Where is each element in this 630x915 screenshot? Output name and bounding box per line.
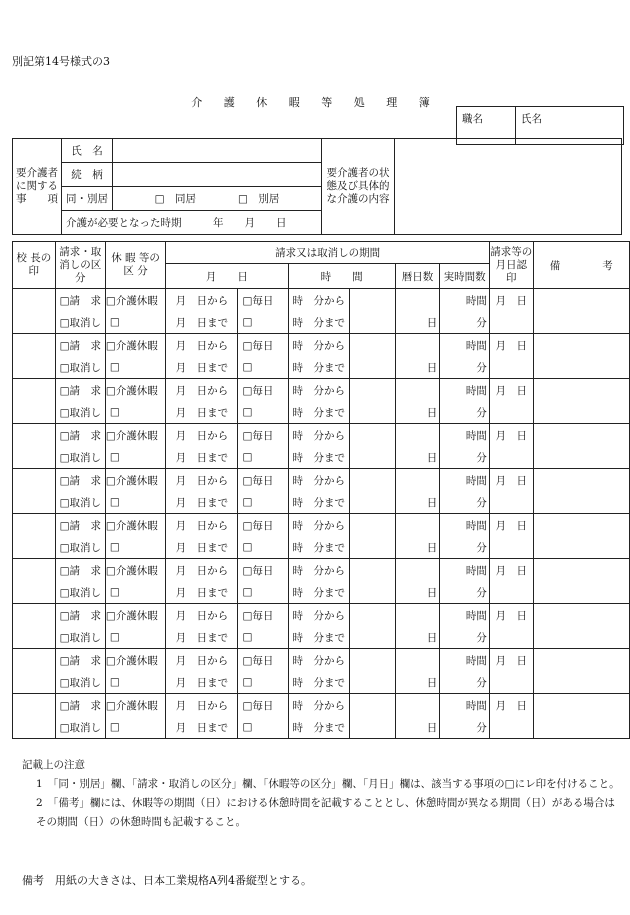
- relation-label: 続 柄: [62, 163, 113, 187]
- time-extra-cell-2[interactable]: [349, 671, 395, 694]
- calendar-days-cell[interactable]: [395, 289, 440, 312]
- time-extra-cell[interactable]: [349, 379, 395, 402]
- header-period: 請求又は取消しの期間: [166, 242, 490, 264]
- daily-checkbox-2[interactable]: □: [238, 446, 288, 469]
- minutes-cell[interactable]: 分: [440, 446, 490, 469]
- from-time-cell[interactable]: 時 分から: [288, 559, 349, 582]
- approval-date-cell[interactable]: 月 日: [489, 424, 533, 447]
- care-leave-checkbox[interactable]: □介護休暇: [105, 334, 165, 357]
- daily-checkbox-2[interactable]: □: [238, 626, 288, 649]
- cohab-option-together[interactable]: □ 同居: [154, 193, 196, 205]
- cancel-checkbox[interactable]: □取消し: [55, 581, 105, 604]
- other-leave-checkbox[interactable]: □: [105, 446, 165, 469]
- other-leave-checkbox[interactable]: □: [105, 311, 165, 334]
- approval-seal-cell[interactable]: [489, 356, 533, 379]
- time-extra-cell-2[interactable]: [349, 311, 395, 334]
- daily-checkbox-2[interactable]: □: [238, 671, 288, 694]
- record-row: [13, 604, 630, 627]
- minutes-cell[interactable]: 分: [440, 581, 490, 604]
- from-time-cell[interactable]: 時 分から: [288, 379, 349, 402]
- note-item-1: 1 「同・別居」欄、「請求・取消しの区分」欄、「休暇等の区分」欄、「月日」欄は、該当する事項の□にレ印を付けること。: [36, 778, 620, 790]
- to-date-cell[interactable]: 月 日まで: [166, 581, 238, 604]
- remarks-cell[interactable]: [533, 604, 629, 649]
- cancel-checkbox[interactable]: □取消し: [55, 626, 105, 649]
- approval-seal-cell[interactable]: [489, 671, 533, 694]
- principal-seal-cell[interactable]: [13, 694, 56, 739]
- calendar-days-cell[interactable]: [395, 334, 440, 357]
- remarks-cell[interactable]: [533, 649, 629, 694]
- record-row: [13, 334, 630, 357]
- from-time-cell[interactable]: 時 分から: [288, 469, 349, 492]
- from-time-cell[interactable]: 時 分から: [288, 334, 349, 357]
- from-date-cell[interactable]: 月 日から: [166, 694, 238, 717]
- daily-checkbox-2[interactable]: □: [238, 356, 288, 379]
- care-leave-checkbox[interactable]: □介護休暇: [105, 469, 165, 492]
- relation-field[interactable]: [113, 163, 322, 187]
- to-date-cell[interactable]: 月 日まで: [166, 716, 238, 739]
- header-request-type: 請求・取消しの区 分: [55, 242, 105, 289]
- to-date-cell[interactable]: 月 日まで: [166, 401, 238, 424]
- header-actual-hours: 実時間数: [440, 264, 490, 289]
- to-time-cell[interactable]: 時 分まで: [288, 626, 349, 649]
- document-title: 介 護 休 暇 等 処 理 簿: [191, 96, 439, 109]
- calendar-days-cell[interactable]: [395, 649, 440, 672]
- days-unit-cell[interactable]: 日: [395, 581, 440, 604]
- to-time-cell[interactable]: 時 分まで: [288, 311, 349, 334]
- days-unit-cell[interactable]: 日: [395, 446, 440, 469]
- to-time-cell[interactable]: 時 分まで: [288, 356, 349, 379]
- hours-cell[interactable]: 時間: [440, 604, 490, 627]
- days-unit-cell[interactable]: 日: [395, 311, 440, 334]
- principal-seal-cell[interactable]: [13, 334, 56, 379]
- remarks-cell[interactable]: [533, 514, 629, 559]
- minutes-cell[interactable]: 分: [440, 716, 490, 739]
- to-date-cell[interactable]: 月 日まで: [166, 311, 238, 334]
- record-row: [13, 379, 630, 402]
- time-extra-cell[interactable]: [349, 649, 395, 672]
- calendar-days-cell[interactable]: [395, 559, 440, 582]
- header-month-day: 月 日: [166, 264, 288, 289]
- care-recipient-section: [12, 138, 622, 235]
- daily-checkbox[interactable]: □毎日: [238, 604, 288, 627]
- name-field[interactable]: 氏名: [516, 107, 624, 145]
- time-extra-cell-2[interactable]: [349, 356, 395, 379]
- other-leave-checkbox[interactable]: □: [105, 401, 165, 424]
- time-extra-cell[interactable]: [349, 514, 395, 537]
- time-extra-cell[interactable]: [349, 424, 395, 447]
- approval-date-cell[interactable]: 月 日: [489, 289, 533, 312]
- request-checkbox[interactable]: □請 求: [55, 424, 105, 447]
- cancel-checkbox[interactable]: □取消し: [55, 536, 105, 559]
- leave-record-table: [12, 241, 630, 739]
- request-checkbox[interactable]: □請 求: [55, 379, 105, 402]
- header-remarks: 備 考: [533, 242, 629, 289]
- hours-cell[interactable]: 時間: [440, 424, 490, 447]
- time-extra-cell[interactable]: [349, 694, 395, 717]
- hours-cell[interactable]: 時間: [440, 289, 490, 312]
- other-leave-checkbox[interactable]: □: [105, 626, 165, 649]
- hours-cell[interactable]: 時間: [440, 379, 490, 402]
- daily-checkbox[interactable]: □毎日: [238, 469, 288, 492]
- minutes-cell[interactable]: 分: [440, 491, 490, 514]
- care-leave-checkbox[interactable]: □介護休暇: [105, 514, 165, 537]
- approval-seal-cell[interactable]: [489, 626, 533, 649]
- time-extra-cell-2[interactable]: [349, 536, 395, 559]
- request-checkbox[interactable]: □請 求: [55, 649, 105, 672]
- request-checkbox[interactable]: □請 求: [55, 514, 105, 537]
- record-row: [13, 424, 630, 447]
- notes-heading: 記載上の注意: [22, 759, 85, 771]
- remarks-cell[interactable]: [533, 694, 629, 739]
- approval-seal-cell[interactable]: [489, 536, 533, 559]
- time-extra-cell-2[interactable]: [349, 446, 395, 469]
- record-row: [13, 514, 630, 537]
- daily-checkbox[interactable]: □毎日: [238, 514, 288, 537]
- condition-label: 要介護者の状態及び具体的な介護の内容: [322, 139, 395, 235]
- cohab-option-separate[interactable]: □ 別居: [238, 193, 280, 205]
- to-date-cell[interactable]: 月 日まで: [166, 536, 238, 559]
- from-date-cell[interactable]: 月 日から: [166, 469, 238, 492]
- record-row: [13, 289, 630, 312]
- daily-checkbox[interactable]: □毎日: [238, 649, 288, 672]
- care-leave-checkbox[interactable]: □介護休暇: [105, 379, 165, 402]
- other-leave-checkbox[interactable]: □: [105, 536, 165, 559]
- calendar-days-cell[interactable]: [395, 424, 440, 447]
- remarks-cell[interactable]: [533, 469, 629, 514]
- time-extra-cell[interactable]: [349, 469, 395, 492]
- remarks-cell[interactable]: [533, 559, 629, 604]
- approval-date-cell[interactable]: 月 日: [489, 379, 533, 402]
- daily-checkbox-2[interactable]: □: [238, 716, 288, 739]
- hours-cell[interactable]: 時間: [440, 334, 490, 357]
- care-leave-checkbox[interactable]: □介護休暇: [105, 694, 165, 717]
- approval-date-cell[interactable]: 月 日: [489, 649, 533, 672]
- approval-date-cell[interactable]: 月 日: [489, 559, 533, 582]
- cohab-label: 同・別居: [62, 187, 113, 211]
- principal-seal-cell[interactable]: [13, 424, 56, 469]
- other-leave-checkbox[interactable]: □: [105, 671, 165, 694]
- approval-seal-cell[interactable]: [489, 401, 533, 424]
- paper-size-remark: 備考 用紙の大きさは、日本工業規格A列4番縦型とする。: [22, 874, 312, 887]
- time-extra-cell-2[interactable]: [349, 581, 395, 604]
- from-date-cell[interactable]: 月 日から: [166, 334, 238, 357]
- header-time: 時 間: [288, 264, 395, 289]
- to-date-cell[interactable]: 月 日まで: [166, 356, 238, 379]
- time-extra-cell[interactable]: [349, 604, 395, 627]
- days-unit-cell[interactable]: 日: [395, 716, 440, 739]
- to-time-cell[interactable]: 時 分まで: [288, 716, 349, 739]
- job-title-field[interactable]: 職名: [457, 107, 516, 145]
- from-time-cell[interactable]: 時 分から: [288, 604, 349, 627]
- minutes-cell[interactable]: 分: [440, 311, 490, 334]
- principal-seal-cell[interactable]: [13, 649, 56, 694]
- minutes-cell[interactable]: 分: [440, 356, 490, 379]
- care-recipient-group-label: 要介護者に関する事 項: [13, 139, 62, 235]
- calendar-days-cell[interactable]: [395, 514, 440, 537]
- daily-checkbox[interactable]: □毎日: [238, 559, 288, 582]
- remarks-cell[interactable]: [533, 424, 629, 469]
- days-unit-cell[interactable]: 日: [395, 491, 440, 514]
- record-row: [13, 694, 630, 717]
- daily-checkbox-2[interactable]: □: [238, 581, 288, 604]
- notes-section: [22, 756, 622, 832]
- header-calendar-days: 暦日数: [395, 264, 440, 289]
- header-approval-date: 請求等の月日認 印: [489, 242, 533, 289]
- approval-seal-cell[interactable]: [489, 446, 533, 469]
- record-row: [13, 649, 630, 672]
- days-unit-cell[interactable]: 日: [395, 536, 440, 559]
- hours-cell[interactable]: 時間: [440, 469, 490, 492]
- approval-seal-cell[interactable]: [489, 311, 533, 334]
- principal-seal-cell[interactable]: [13, 514, 56, 559]
- to-date-cell[interactable]: 月 日まで: [166, 626, 238, 649]
- days-unit-cell[interactable]: 日: [395, 401, 440, 424]
- header-leave-type: 休 暇 等の 区 分: [105, 242, 165, 289]
- calendar-days-cell[interactable]: [395, 469, 440, 492]
- approval-date-cell[interactable]: 月 日: [489, 334, 533, 357]
- principal-seal-cell[interactable]: [13, 289, 56, 334]
- other-leave-checkbox[interactable]: □: [105, 581, 165, 604]
- remarks-cell[interactable]: [533, 379, 629, 424]
- from-date-cell[interactable]: 月 日から: [166, 424, 238, 447]
- approval-seal-cell[interactable]: [489, 491, 533, 514]
- approval-date-cell[interactable]: 月 日: [489, 469, 533, 492]
- principal-seal-cell[interactable]: [13, 469, 56, 514]
- minutes-cell[interactable]: 分: [440, 401, 490, 424]
- cancel-checkbox[interactable]: □取消し: [55, 311, 105, 334]
- cancel-checkbox[interactable]: □取消し: [55, 401, 105, 424]
- form-number: 別記第14号様式の3: [12, 55, 110, 68]
- hours-cell[interactable]: 時間: [440, 514, 490, 537]
- daily-checkbox[interactable]: □毎日: [238, 334, 288, 357]
- from-time-cell[interactable]: 時 分から: [288, 694, 349, 717]
- to-time-cell[interactable]: 時 分まで: [288, 491, 349, 514]
- remarks-cell[interactable]: [533, 289, 629, 334]
- remarks-cell[interactable]: [533, 334, 629, 379]
- from-time-cell[interactable]: 時 分から: [288, 424, 349, 447]
- request-checkbox[interactable]: □請 求: [55, 334, 105, 357]
- request-checkbox[interactable]: □請 求: [55, 559, 105, 582]
- to-date-cell[interactable]: 月 日まで: [166, 671, 238, 694]
- cancel-checkbox[interactable]: □取消し: [55, 491, 105, 514]
- from-date-cell[interactable]: 月 日から: [166, 379, 238, 402]
- daily-checkbox[interactable]: □毎日: [238, 379, 288, 402]
- from-date-cell[interactable]: 月 日から: [166, 649, 238, 672]
- principal-seal-cell[interactable]: [13, 379, 56, 424]
- to-date-cell[interactable]: 月 日まで: [166, 491, 238, 514]
- time-extra-cell[interactable]: [349, 334, 395, 357]
- from-time-cell[interactable]: 時 分から: [288, 514, 349, 537]
- care-leave-checkbox[interactable]: □介護休暇: [105, 649, 165, 672]
- note-item-2: 2 「備考」欄には、休暇等の期間（日）における休憩時間を記載することとし、休憩時間が異なる期間（日）がある場合はその期間（日）の休憩時間も記載すること。: [36, 797, 615, 828]
- request-checkbox[interactable]: □請 求: [55, 604, 105, 627]
- cohab-options[interactable]: [113, 187, 322, 211]
- approval-date-cell[interactable]: 月 日: [489, 694, 533, 717]
- request-checkbox[interactable]: □請 求: [55, 694, 105, 717]
- approval-date-cell[interactable]: 月 日: [489, 514, 533, 537]
- request-checkbox[interactable]: □請 求: [55, 469, 105, 492]
- from-date-cell[interactable]: 月 日から: [166, 559, 238, 582]
- from-date-cell[interactable]: 月 日から: [166, 514, 238, 537]
- time-extra-cell-2[interactable]: [349, 401, 395, 424]
- hours-cell[interactable]: 時間: [440, 559, 490, 582]
- to-time-cell[interactable]: 時 分まで: [288, 401, 349, 424]
- cancel-checkbox[interactable]: □取消し: [55, 356, 105, 379]
- record-row: [13, 469, 630, 492]
- condition-field[interactable]: [395, 139, 622, 235]
- hours-cell[interactable]: 時間: [440, 694, 490, 717]
- to-time-cell[interactable]: 時 分まで: [288, 671, 349, 694]
- cancel-checkbox[interactable]: □取消し: [55, 446, 105, 469]
- request-checkbox[interactable]: □請 求: [55, 289, 105, 312]
- time-extra-cell[interactable]: [349, 559, 395, 582]
- daily-checkbox-2[interactable]: □: [238, 536, 288, 559]
- header-principal-seal: 校 長の 印: [13, 242, 56, 289]
- calendar-days-cell[interactable]: [395, 379, 440, 402]
- daily-checkbox-2[interactable]: □: [238, 491, 288, 514]
- to-time-cell[interactable]: 時 分まで: [288, 446, 349, 469]
- minutes-cell[interactable]: 分: [440, 671, 490, 694]
- days-unit-cell[interactable]: 日: [395, 626, 440, 649]
- approval-seal-cell[interactable]: [489, 716, 533, 739]
- calendar-days-cell[interactable]: [395, 604, 440, 627]
- record-row: [13, 559, 630, 582]
- daily-checkbox-2[interactable]: □: [238, 401, 288, 424]
- daily-checkbox-2[interactable]: □: [238, 311, 288, 334]
- approval-date-cell[interactable]: 月 日: [489, 604, 533, 627]
- from-time-cell[interactable]: 時 分から: [288, 289, 349, 312]
- care-leave-checkbox[interactable]: □介護休暇: [105, 604, 165, 627]
- time-extra-cell[interactable]: [349, 289, 395, 312]
- time-extra-cell-2[interactable]: [349, 626, 395, 649]
- other-leave-checkbox[interactable]: □: [105, 356, 165, 379]
- to-date-cell[interactable]: 月 日まで: [166, 446, 238, 469]
- calendar-days-cell[interactable]: [395, 694, 440, 717]
- other-leave-checkbox[interactable]: □: [105, 716, 165, 739]
- principal-seal-cell[interactable]: [13, 604, 56, 649]
- other-leave-checkbox[interactable]: □: [105, 491, 165, 514]
- to-time-cell[interactable]: 時 分まで: [288, 536, 349, 559]
- to-time-cell[interactable]: 時 分まで: [288, 581, 349, 604]
- time-extra-cell-2[interactable]: [349, 491, 395, 514]
- principal-seal-cell[interactable]: [13, 559, 56, 604]
- name-label: 氏 名: [62, 139, 113, 163]
- daily-checkbox[interactable]: □毎日: [238, 289, 288, 312]
- need-time-label[interactable]: 介護が必要となった時期 年 月 日: [62, 211, 322, 235]
- hours-cell[interactable]: 時間: [440, 649, 490, 672]
- approval-seal-cell[interactable]: [489, 581, 533, 604]
- care-leave-checkbox[interactable]: □介護休暇: [105, 559, 165, 582]
- time-extra-cell-2[interactable]: [349, 716, 395, 739]
- care-leave-checkbox[interactable]: □介護休暇: [105, 424, 165, 447]
- daily-checkbox[interactable]: □毎日: [238, 424, 288, 447]
- days-unit-cell[interactable]: 日: [395, 671, 440, 694]
- cancel-checkbox[interactable]: □取消し: [55, 671, 105, 694]
- minutes-cell[interactable]: 分: [440, 536, 490, 559]
- care-leave-checkbox[interactable]: □介護休暇: [105, 289, 165, 312]
- from-date-cell[interactable]: 月 日から: [166, 604, 238, 627]
- care-recipient-name-field[interactable]: [113, 139, 322, 163]
- daily-checkbox[interactable]: □毎日: [238, 694, 288, 717]
- days-unit-cell[interactable]: 日: [395, 356, 440, 379]
- from-time-cell[interactable]: 時 分から: [288, 649, 349, 672]
- from-date-cell[interactable]: 月 日から: [166, 289, 238, 312]
- minutes-cell[interactable]: 分: [440, 626, 490, 649]
- cancel-checkbox[interactable]: □取消し: [55, 716, 105, 739]
